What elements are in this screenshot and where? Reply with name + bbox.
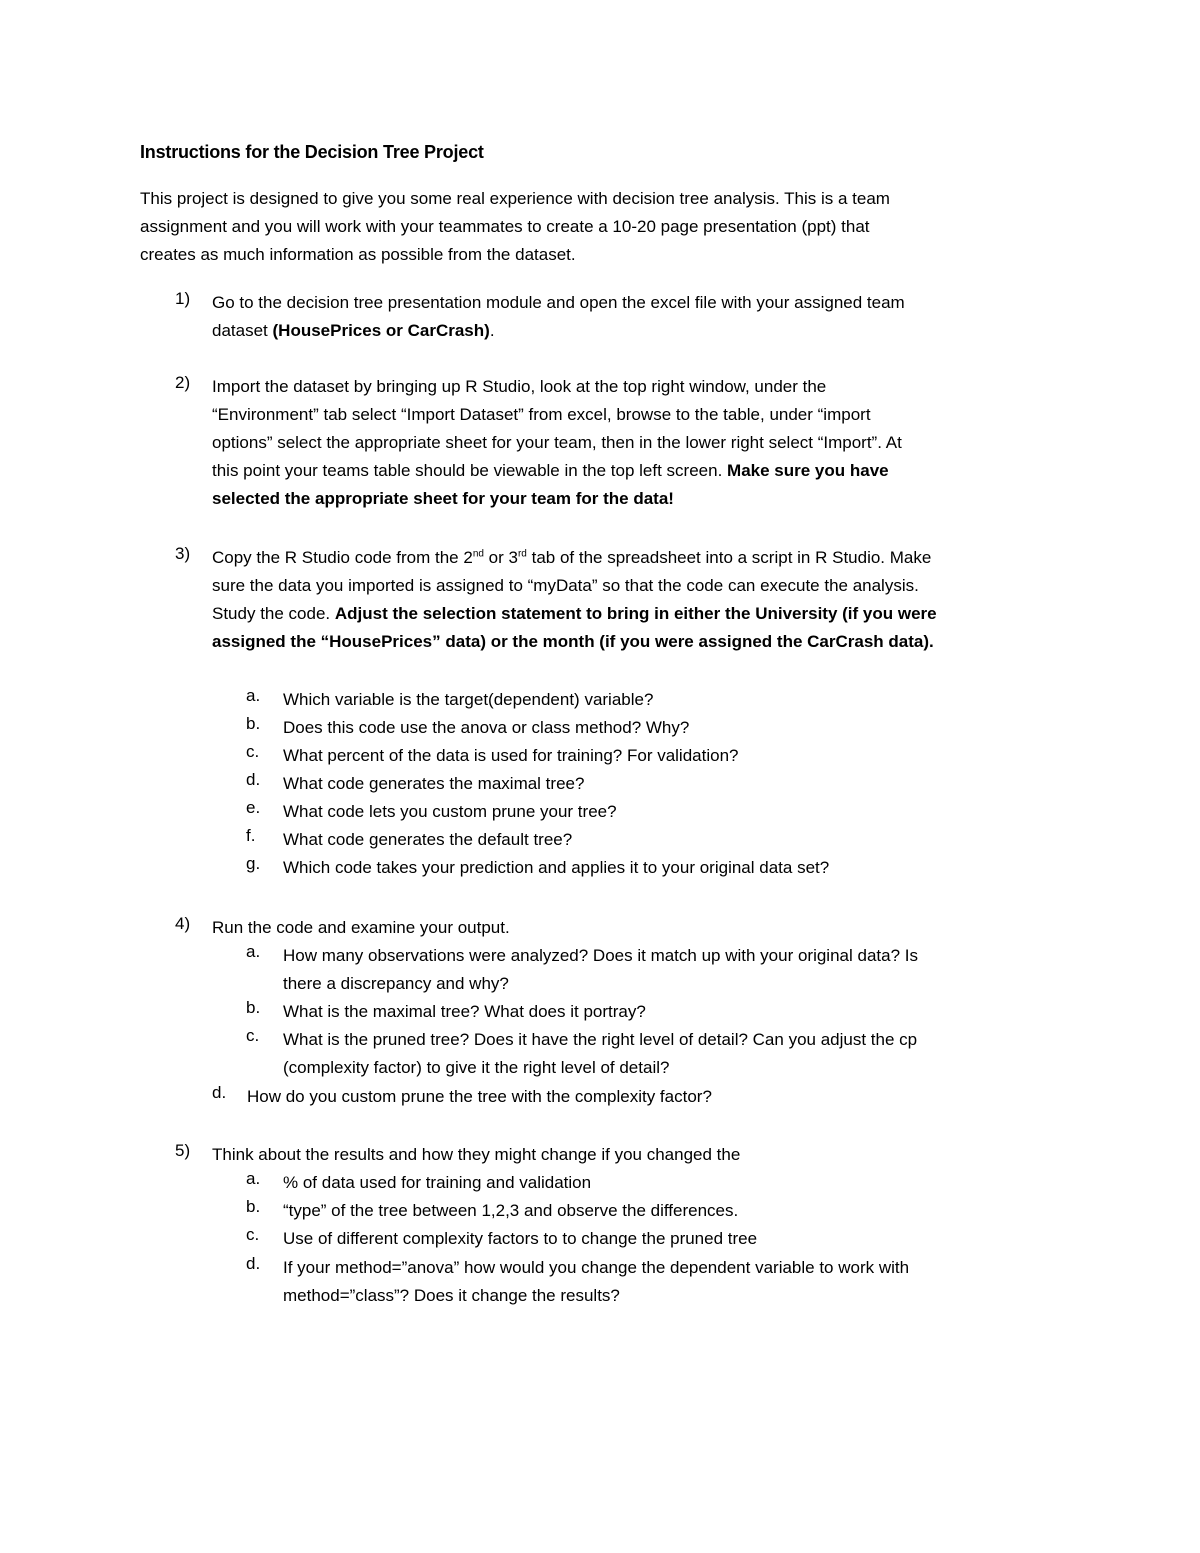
sublist-letter: d. (246, 1254, 261, 1273)
sublist-letter: e. (246, 798, 261, 817)
text-line: % of data used for training and validation (283, 1173, 592, 1192)
text-line (212, 544, 1062, 572)
text-line (212, 600, 1062, 628)
sublist-text (283, 1254, 1058, 1310)
intro-line: This project is designed to give you some real experience with decision tree analysis. This is a team (140, 189, 890, 208)
sublist-text (283, 998, 1058, 1026)
list-item-text (212, 914, 1062, 942)
text-line: “type” of the tree between 1,2,3 and observe the differences. (283, 1201, 739, 1220)
sublist-text (283, 1225, 1058, 1253)
superscript: nd (472, 548, 484, 560)
sublist-letter: b. (246, 714, 261, 733)
list-item-text (212, 1141, 1062, 1169)
text-line (212, 317, 1062, 345)
sublist-text (247, 1083, 1022, 1111)
sublist-text: What code generates the maximal tree? (283, 774, 585, 793)
text-line: “Environment” tab select “Import Dataset” from excel, browse to the table, under “import (212, 405, 871, 424)
superscript: rd (517, 548, 527, 560)
bold-warning: Make sure you have (727, 461, 889, 480)
sublist-text: Which variable is the target(dependent) variable? (283, 690, 654, 709)
sublist-letter: a. (246, 686, 261, 705)
sublist-letter: b. (246, 998, 261, 1017)
text-line: Use of different complexity factors to to change the pruned tree (283, 1229, 758, 1248)
sublist-text (283, 1026, 1058, 1082)
sublist-text (283, 1197, 1058, 1225)
sublist-text: What code lets you custom prune your tree? (283, 802, 617, 821)
sublist-text: What percent of the data is used for training? For validation? (283, 746, 739, 765)
text-line: What is the maximal tree? What does it portray? (283, 1002, 646, 1021)
sublist-letter: c. (246, 742, 260, 761)
text-line: options” select the appropriate sheet for your team, then in the lower right select “Import”. At (212, 433, 902, 452)
list-number: 2) (175, 373, 191, 392)
list-number: 3) (175, 544, 191, 563)
text-line: (complexity factor) to give it the right level of detail? (283, 1058, 670, 1077)
text-span: . (489, 321, 495, 340)
sublist-letter: a. (246, 1169, 261, 1188)
sublist-letter: b. (246, 1197, 261, 1216)
text-span: Study the code. (212, 604, 335, 623)
text-line: Go to the decision tree presentation module and open the excel file with your assigned team (212, 293, 905, 312)
text-line (212, 457, 1062, 485)
text-span: this point your teams table should be viewable in the top left screen. (212, 461, 728, 480)
text-line: method=”class”? Does it change the results? (283, 1286, 620, 1305)
sublist-letter: c. (246, 1026, 260, 1045)
bold-instruction: Adjust the selection statement to bring in either the University (if you were (334, 604, 937, 623)
text-line: How do you custom prune the tree with the complexity factor? (247, 1087, 712, 1106)
list-item-text (212, 373, 1062, 513)
text-line: Run the code and examine your output. (212, 918, 510, 937)
list-item-text (212, 289, 1062, 345)
sublist-letter: d. (246, 770, 261, 789)
sublist-letter: a. (246, 942, 261, 961)
text-line: If your method=”anova” how would you change the dependent variable to work with (283, 1258, 910, 1277)
list-number: 5) (175, 1141, 191, 1160)
intro-line: assignment and you will work with your teammates to create a 10-20 page presentation (ppt) that (140, 217, 870, 236)
text-span: or 3 (483, 548, 518, 567)
text-line: What is the pruned tree? Does it have the right level of detail? Can you adjust the cp (283, 1030, 918, 1049)
list-number: 4) (175, 914, 191, 933)
list-number: 1) (175, 289, 191, 308)
bold-instruction: assigned the “HousePrices” data) or the month (if you were assigned the CarCrash data). (212, 632, 934, 651)
sublist-text (283, 1169, 1058, 1197)
sublist-text (283, 942, 1058, 998)
intro-paragraph (140, 185, 1045, 269)
text-span: tab of the spreadsheet into a script in R Studio. Make (526, 548, 932, 567)
sublist-text: Which code takes your prediction and applies it to your original data set? (283, 858, 830, 877)
text-line: How many observations were analyzed? Does it match up with your original data? Is (283, 946, 918, 965)
text-line: there a discrepancy and why? (283, 974, 509, 993)
text-line: Import the dataset by bringing up R Studio, look at the top right window, under the (212, 377, 827, 396)
sublist-letter: d. (212, 1083, 227, 1102)
sublist-text: What code generates the default tree? (283, 830, 573, 849)
sublist-letter: f. (246, 826, 256, 845)
intro-line: creates as much information as possible from the dataset. (140, 245, 576, 264)
sublist-letter: g. (246, 854, 261, 873)
document-title: Instructions for the Decision Tree Project (140, 142, 484, 162)
bold-warning: selected the appropriate sheet for your team for the data! (212, 489, 674, 508)
text-line: sure the data you imported is assigned to “myData” so that the code can execute the analysis. (212, 576, 919, 595)
sublist-text: Does this code use the anova or class method? Why? (283, 718, 690, 737)
text-span: Copy the R Studio code from the 2 (212, 548, 473, 567)
sublist-letter: c. (246, 1225, 260, 1244)
list-item-text (212, 544, 1062, 656)
text-line: Think about the results and how they might change if you changed the (212, 1145, 741, 1164)
text-span: dataset (212, 321, 273, 340)
bold-dataset-names: (HousePrices or CarCrash) (272, 321, 490, 340)
